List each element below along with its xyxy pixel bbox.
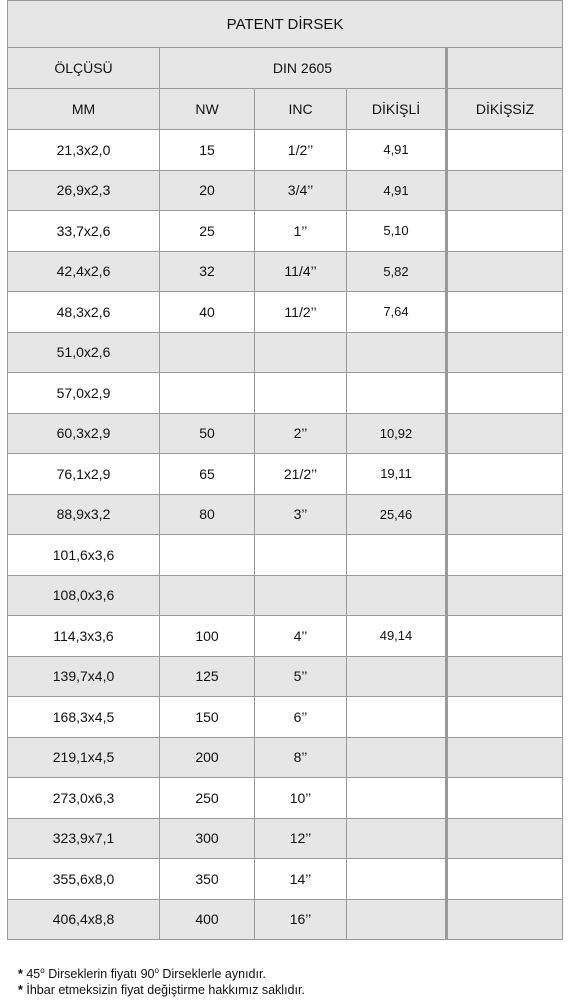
- cell-nw: 200: [160, 737, 255, 778]
- cell-dikissiz: [447, 697, 563, 738]
- cell-inc: [255, 332, 347, 373]
- col-dikissiz: DİKİŞSİZ: [447, 89, 563, 130]
- col-dikisli: DİKİŞLİ: [347, 89, 447, 130]
- cell-nw: 50: [160, 413, 255, 454]
- table-row: [8, 697, 563, 738]
- cell-dikisli: 25,46: [347, 494, 447, 535]
- cell-mm: 60,3x2,9: [8, 413, 160, 454]
- cell-dikisli: 5,82: [347, 251, 447, 292]
- cell-mm: 355,6x8,0: [8, 859, 160, 900]
- cell-dikisli: [347, 737, 447, 778]
- table-row: [8, 575, 563, 616]
- cell-nw: 65: [160, 454, 255, 495]
- degree-sign-2: o: [154, 966, 159, 975]
- col-mm: MM: [8, 89, 160, 130]
- table-title-row: [8, 1, 563, 48]
- table-row: [8, 535, 563, 576]
- table-row: [8, 130, 563, 171]
- cell-mm: 21,3x2,0: [8, 130, 160, 171]
- cell-mm: 139,7x4,0: [8, 656, 160, 697]
- price-table: [7, 0, 563, 940]
- cell-dikisli: [347, 656, 447, 697]
- table-row: [8, 251, 563, 292]
- cell-dikisli: [347, 778, 447, 819]
- table-row: [8, 373, 563, 414]
- cell-mm: 26,9x2,3: [8, 170, 160, 211]
- table-row: [8, 899, 563, 940]
- cell-dikissiz: [447, 130, 563, 171]
- col-nw: NW: [160, 89, 255, 130]
- table-row: [8, 292, 563, 333]
- cell-dikisli: [347, 818, 447, 859]
- table-row: [8, 454, 563, 495]
- cell-nw: 150: [160, 697, 255, 738]
- cell-nw: [160, 373, 255, 414]
- cell-inc: 3’’: [255, 494, 347, 535]
- cell-inc: 8’’: [255, 737, 347, 778]
- cell-mm: 88,9x3,2: [8, 494, 160, 535]
- cell-inc: 5’’: [255, 656, 347, 697]
- table-row: [8, 859, 563, 900]
- cell-nw: 25: [160, 211, 255, 252]
- cell-dikissiz: [447, 170, 563, 211]
- cell-dikissiz: [447, 251, 563, 292]
- cell-dikissiz: [447, 454, 563, 495]
- cell-mm: 323,9x7,1: [8, 818, 160, 859]
- col-inc: INC: [255, 89, 347, 130]
- cell-nw: 300: [160, 818, 255, 859]
- cell-nw: [160, 535, 255, 576]
- cell-inc: 21/2’’: [255, 454, 347, 495]
- table-row: [8, 413, 563, 454]
- standard-label: DIN 2605: [160, 48, 447, 89]
- cell-dikissiz: [447, 292, 563, 333]
- cell-dikisli: [347, 697, 447, 738]
- cell-dikisli: [347, 535, 447, 576]
- cell-inc: 11/4’’: [255, 251, 347, 292]
- table-row: [8, 737, 563, 778]
- footer-note-2: [18, 982, 305, 998]
- cell-mm: 51,0x2,6: [8, 332, 160, 373]
- cell-dikisli: 4,91: [347, 170, 447, 211]
- cell-inc: 11/2’’: [255, 292, 347, 333]
- cell-inc: [255, 535, 347, 576]
- header-blank: [447, 48, 563, 89]
- cell-nw: 100: [160, 616, 255, 657]
- cell-dikissiz: [447, 413, 563, 454]
- cell-inc: [255, 373, 347, 414]
- cell-dikisli: [347, 899, 447, 940]
- cell-inc: 10’’: [255, 778, 347, 819]
- header-row-1: [8, 48, 563, 89]
- cell-nw: 250: [160, 778, 255, 819]
- table-row: [8, 818, 563, 859]
- table-row: [8, 332, 563, 373]
- cell-inc: 1’’: [255, 211, 347, 252]
- cell-inc: 16’’: [255, 899, 347, 940]
- table-title: PATENT DİRSEK: [8, 1, 563, 48]
- cell-dikisli: 49,14: [347, 616, 447, 657]
- cell-mm: 42,4x2,6: [8, 251, 160, 292]
- cell-dikissiz: [447, 859, 563, 900]
- cell-mm: 57,0x2,9: [8, 373, 160, 414]
- cell-dikissiz: [447, 494, 563, 535]
- cell-mm: 114,3x3,6: [8, 616, 160, 657]
- cell-nw: 125: [160, 656, 255, 697]
- cell-inc: 3/4’’: [255, 170, 347, 211]
- cell-inc: 12’’: [255, 818, 347, 859]
- size-label: ÖLÇÜSÜ: [8, 48, 160, 89]
- cell-mm: 101,6x3,6: [8, 535, 160, 576]
- cell-dikisli: [347, 332, 447, 373]
- bullet: *: [18, 983, 23, 998]
- cell-inc: 1/2’’: [255, 130, 347, 171]
- cell-mm: 168,3x4,5: [8, 697, 160, 738]
- cell-dikissiz: [447, 332, 563, 373]
- cell-dikissiz: [447, 737, 563, 778]
- cell-dikisli: 5,10: [347, 211, 447, 252]
- cell-mm: 219,1x4,5: [8, 737, 160, 778]
- cell-dikissiz: [447, 575, 563, 616]
- cell-dikisli: 19,11: [347, 454, 447, 495]
- table-row: [8, 170, 563, 211]
- cell-dikisli: [347, 373, 447, 414]
- cell-nw: 80: [160, 494, 255, 535]
- cell-mm: 108,0x3,6: [8, 575, 160, 616]
- note2-text: İhbar etmeksizin fiyat değiştirme hakkımız saklıdır.: [26, 983, 305, 998]
- cell-dikissiz: [447, 818, 563, 859]
- cell-dikisli: 10,92: [347, 413, 447, 454]
- note1-suffix: Dirseklerle aynıdır.: [158, 967, 266, 982]
- cell-inc: 2’’: [255, 413, 347, 454]
- cell-mm: 33,7x2,6: [8, 211, 160, 252]
- table-row: [8, 616, 563, 657]
- cell-inc: [255, 575, 347, 616]
- table-row: [8, 494, 563, 535]
- footer-notes: [18, 963, 305, 998]
- cell-mm: 406,4x8,8: [8, 899, 160, 940]
- cell-nw: 20: [160, 170, 255, 211]
- cell-nw: 400: [160, 899, 255, 940]
- cell-dikissiz: [447, 899, 563, 940]
- table-row: [8, 778, 563, 819]
- cell-inc: 6’’: [255, 697, 347, 738]
- cell-dikissiz: [447, 211, 563, 252]
- cell-inc: 4’’: [255, 616, 347, 657]
- table-body: [8, 130, 563, 940]
- header-row-2: [8, 89, 563, 130]
- table-row: [8, 656, 563, 697]
- table-row: [8, 211, 563, 252]
- cell-dikisli: 4,91: [347, 130, 447, 171]
- cell-dikissiz: [447, 535, 563, 576]
- cell-dikissiz: [447, 656, 563, 697]
- cell-dikissiz: [447, 778, 563, 819]
- cell-dikissiz: [447, 373, 563, 414]
- note1-mid: Dirseklerin fiyatı 90: [44, 967, 155, 982]
- cell-dikisli: 7,64: [347, 292, 447, 333]
- footer-note-1: [18, 963, 305, 982]
- note1-prefix: 45: [26, 967, 41, 982]
- cell-nw: 40: [160, 292, 255, 333]
- bullet: *: [18, 967, 23, 982]
- cell-nw: 350: [160, 859, 255, 900]
- cell-dikissiz: [447, 616, 563, 657]
- degree-sign: o: [40, 966, 45, 975]
- cell-nw: 15: [160, 130, 255, 171]
- cell-nw: [160, 575, 255, 616]
- cell-mm: 48,3x2,6: [8, 292, 160, 333]
- cell-mm: 273,0x6,3: [8, 778, 160, 819]
- cell-dikisli: [347, 859, 447, 900]
- cell-mm: 76,1x2,9: [8, 454, 160, 495]
- cell-dikisli: [347, 575, 447, 616]
- cell-nw: 32: [160, 251, 255, 292]
- cell-nw: [160, 332, 255, 373]
- cell-inc: 14’’: [255, 859, 347, 900]
